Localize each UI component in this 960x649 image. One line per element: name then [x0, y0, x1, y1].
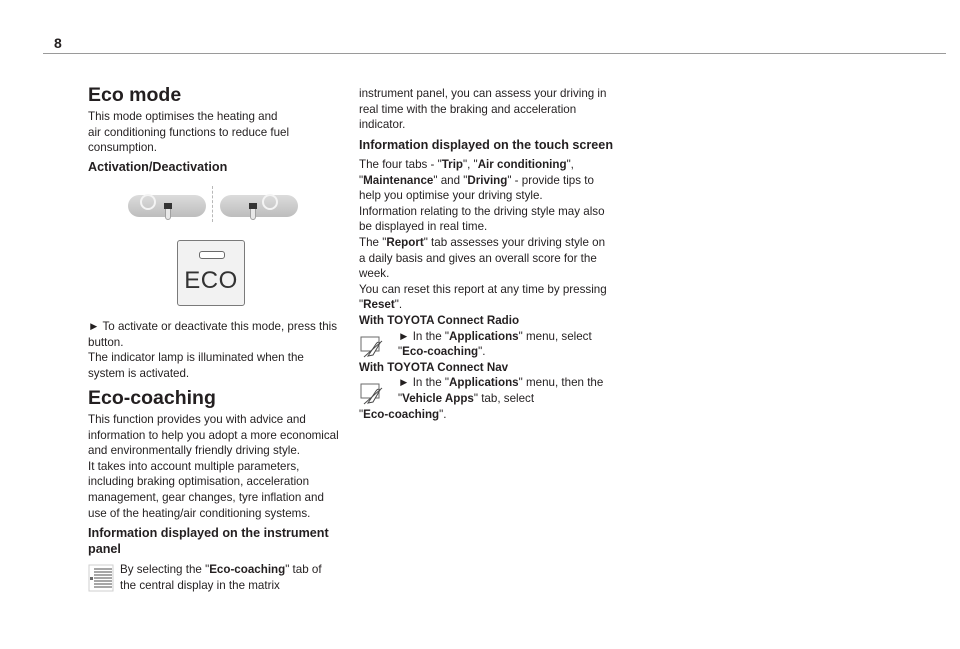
text-part: ": [398, 345, 403, 359]
text-line: [359, 173, 621, 189]
text-line: consumption.: [88, 141, 157, 155]
eco-button: [177, 240, 245, 306]
applications-menu-name: Applications: [449, 376, 519, 390]
text-line: [359, 375, 621, 391]
text-line: help you optimise your driving style.: [359, 189, 543, 203]
trip-tab-name: Trip: [441, 158, 463, 171]
activation-heading: Activation/Deactivation: [88, 160, 228, 174]
text-line: This function provides you with advice and: [88, 413, 306, 426]
text-part: " tab of: [285, 563, 322, 576]
eco-mode-title: Eco mode: [88, 84, 182, 106]
text-line: management, gear changes, tyre inflation and: [88, 490, 324, 504]
text-line: The indicator lamp is illuminated when the: [88, 351, 304, 365]
text-part: " and ": [433, 173, 468, 187]
text-part: The four tabs - ": [359, 158, 442, 171]
text-line: [359, 157, 621, 173]
text-part: ", ": [463, 158, 478, 171]
text-line: a daily basis and gives an overall score for the: [359, 251, 597, 265]
air-conditioning-tab-name: Air conditioning: [477, 158, 567, 171]
instrument-panel-text: [120, 562, 350, 593]
text-line: [359, 329, 621, 345]
matrix-display-icon: [88, 563, 114, 593]
instrument-panel-heading: [88, 525, 350, 557]
eco-coaching-option: Eco-coaching: [402, 345, 479, 359]
eco-mode-intro: [88, 109, 350, 156]
text-line: [359, 407, 621, 423]
vehicle-apps-tab-name: Vehicle Apps: [402, 391, 474, 405]
heading-line: panel: [88, 542, 121, 556]
text-line: [359, 297, 621, 313]
text-part: " menu, then the: [518, 376, 604, 390]
text-line: It takes into account multiple parameters,: [88, 459, 300, 473]
text-line: This mode optimises the heating and: [88, 110, 278, 123]
text-line: Information relating to the driving style may also: [359, 204, 605, 218]
text-part: ".: [439, 407, 447, 421]
text-line: [359, 235, 621, 251]
text-line: [120, 562, 350, 578]
nav-heading: With TOYOTA Connect Nav: [359, 360, 509, 374]
text-line: week.: [359, 267, 390, 281]
eco-coaching-intro: [88, 412, 350, 521]
heading-line: Information displayed on the instrument: [88, 526, 329, 540]
touch-screen-icon: [360, 336, 384, 358]
text-line: including braking optimisation, acceleration: [88, 475, 310, 489]
page-number: 8: [54, 35, 62, 51]
text-line: and environmentally friendly driving style.: [88, 444, 301, 458]
text-line: [359, 391, 621, 407]
text-part: ► In the ": [398, 376, 450, 390]
eco-coaching-title: Eco-coaching: [88, 387, 216, 409]
text-part: " tab, select: [473, 391, 535, 405]
radio-heading: With TOYOTA Connect Radio: [359, 313, 520, 327]
text-line: ► To activate or deactivate this mode, press this: [88, 320, 338, 333]
divider: [212, 186, 214, 222]
text-line: information to help you adopt a more economical: [88, 428, 339, 442]
touch-screen-heading: Information displayed on the touch screen: [359, 138, 614, 152]
text-part: ".: [478, 345, 486, 359]
text-part: ": [359, 298, 364, 312]
text-part: " menu, select: [518, 329, 592, 343]
header-rule: [43, 53, 946, 54]
text-line: [359, 344, 621, 360]
text-line: the central display in the matrix: [120, 578, 280, 592]
text-part: ► In the ": [398, 329, 450, 343]
text-part: " - provide tips to: [507, 173, 594, 187]
text-line: indicator.: [359, 118, 406, 132]
text-part: ".: [394, 298, 403, 312]
text-line: be displayed in real time.: [359, 220, 488, 234]
text-part: By selecting the ": [120, 563, 210, 576]
text-part: The ": [359, 235, 387, 249]
text-part: ": [359, 407, 364, 421]
text-line: instrument panel, you can assess your driving in: [359, 87, 607, 100]
eco-mode-instruction: [88, 319, 350, 381]
text-line: real time with the braking and acceleration: [359, 102, 577, 116]
touch-screen-icon: [360, 383, 384, 405]
tabs-paragraph: [359, 157, 621, 422]
button-marker-icon: [249, 203, 257, 209]
reset-label: Reset: [363, 298, 395, 312]
applications-menu-name: Applications: [449, 329, 519, 343]
text-line: You can reset this report at any time by pressing: [359, 282, 607, 296]
driving-tab-name: Driving: [467, 173, 508, 187]
report-tab-name: Report: [386, 235, 424, 249]
indicator-lamp-icon: [199, 251, 225, 259]
text-part: ": [398, 391, 403, 405]
steering-wheel-icon: [140, 194, 156, 210]
text-part: ": [359, 173, 364, 187]
instrument-panel-text-continued: [359, 86, 621, 133]
text-line: button.: [88, 335, 124, 349]
maintenance-tab-name: Maintenance: [363, 173, 434, 187]
steering-wheel-icon: [262, 194, 278, 210]
eco-coaching-option: Eco-coaching: [363, 407, 440, 421]
text-line: air conditioning functions to reduce fuel: [88, 125, 290, 139]
text-line: system is activated.: [88, 366, 190, 380]
text-part: " tab assesses your driving style on: [423, 235, 606, 249]
right-dashboard-icon: [220, 195, 298, 217]
button-marker-icon: [164, 203, 172, 209]
eco-button-label: ECO: [184, 267, 238, 294]
text-line: use of the heating/air conditioning systems.: [88, 506, 311, 520]
text-part: ",: [566, 158, 574, 171]
eco-coaching-tab-name: Eco-coaching: [209, 563, 286, 576]
